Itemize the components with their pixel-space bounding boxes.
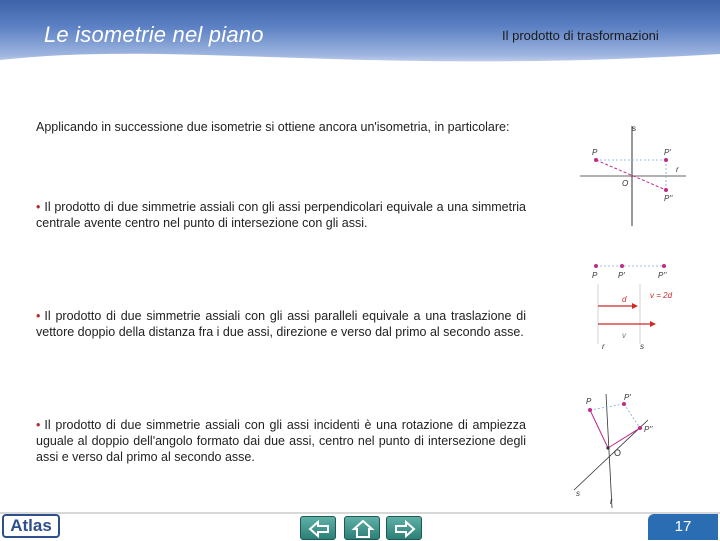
label-v-equation: v = 2d xyxy=(650,291,673,300)
bullet-text: Il prodotto di due simmetrie assiali con gli assi paralleli equivale a una traslazione di vettore doppio della distanza fra i due assi, direzione e verso dal primo al secondo asse. xyxy=(36,309,526,339)
footer-divider xyxy=(0,512,720,514)
label-p: P xyxy=(592,271,598,280)
figure-incident-axes xyxy=(560,390,670,510)
forward-button[interactable] xyxy=(386,516,422,540)
label-p: P xyxy=(592,148,598,157)
label-p1: P' xyxy=(664,148,671,157)
label-p: P xyxy=(586,397,592,406)
label-o: O xyxy=(622,179,629,188)
vector-v-arrowhead xyxy=(650,321,656,327)
section-subtitle: Il prodotto di trasformazioni xyxy=(502,28,659,43)
point-p xyxy=(594,264,598,268)
bullet-parallel xyxy=(36,308,526,340)
bullet-text: Il prodotto di due simmetrie assiali con gli assi perpendicolari equivale a una simmetria centrale avente centro nel punto di intersezione con gli assi. xyxy=(36,200,526,230)
label-s: s xyxy=(576,489,580,498)
label-p2: P'' xyxy=(658,271,667,280)
bullet-marker: • xyxy=(36,200,41,214)
figure-parallel-axes xyxy=(586,254,690,350)
label-p1: P' xyxy=(618,271,625,280)
segment-o-p2 xyxy=(608,428,640,448)
bullet-text: Il prodotto di due simmetrie assiali con gli assi incidenti è una rotazione di ampiezza uguale al doppio dell'angolo formato dai due assi, centro nel punto di intersezione degli assi e verso dal primo al secondo asse. xyxy=(36,418,526,464)
home-button[interactable] xyxy=(344,516,380,540)
page-title: Le isometrie nel piano xyxy=(44,22,264,47)
point-p1 xyxy=(664,158,668,162)
bullet-marker: • xyxy=(36,309,41,323)
vector-d-arrowhead xyxy=(632,303,638,309)
back-arrow-icon xyxy=(301,517,337,541)
segment-p-p2 xyxy=(596,160,666,190)
point-p1 xyxy=(620,264,624,268)
point-p2 xyxy=(664,188,668,192)
point-p xyxy=(588,408,592,412)
label-r: r xyxy=(602,342,605,350)
segment-o-p xyxy=(590,410,608,448)
axis-r-line xyxy=(606,394,612,508)
bullet-incident xyxy=(36,417,526,465)
label-r: r xyxy=(676,165,679,174)
figure-perpendicular-axes xyxy=(578,122,688,228)
point-p2 xyxy=(662,264,666,268)
page-number: 17 xyxy=(648,514,718,540)
label-v: v xyxy=(622,331,626,340)
point-p1 xyxy=(622,402,626,406)
label-p2: P'' xyxy=(664,194,673,203)
label-p1: P' xyxy=(624,393,631,402)
label-d: d xyxy=(622,295,627,304)
label-o: O xyxy=(614,448,622,458)
segment-p1-p2 xyxy=(624,404,640,428)
back-button[interactable] xyxy=(300,516,336,540)
bullet-marker: • xyxy=(36,418,41,432)
point-o xyxy=(606,446,609,449)
label-s: s xyxy=(640,342,644,350)
point-p xyxy=(594,158,598,162)
label-s: s xyxy=(632,124,636,133)
label-r: r xyxy=(610,497,613,506)
bullet-perpendicular xyxy=(36,199,526,231)
atlas-logo: Atlas xyxy=(2,514,60,538)
intro-text: Applicando in successione due isometrie si ottiene ancora un'isometria, in particolare: xyxy=(36,120,510,134)
label-p2: P'' xyxy=(644,425,653,434)
forward-arrow-icon xyxy=(387,517,423,541)
home-icon xyxy=(345,517,381,541)
point-p2 xyxy=(638,426,642,430)
